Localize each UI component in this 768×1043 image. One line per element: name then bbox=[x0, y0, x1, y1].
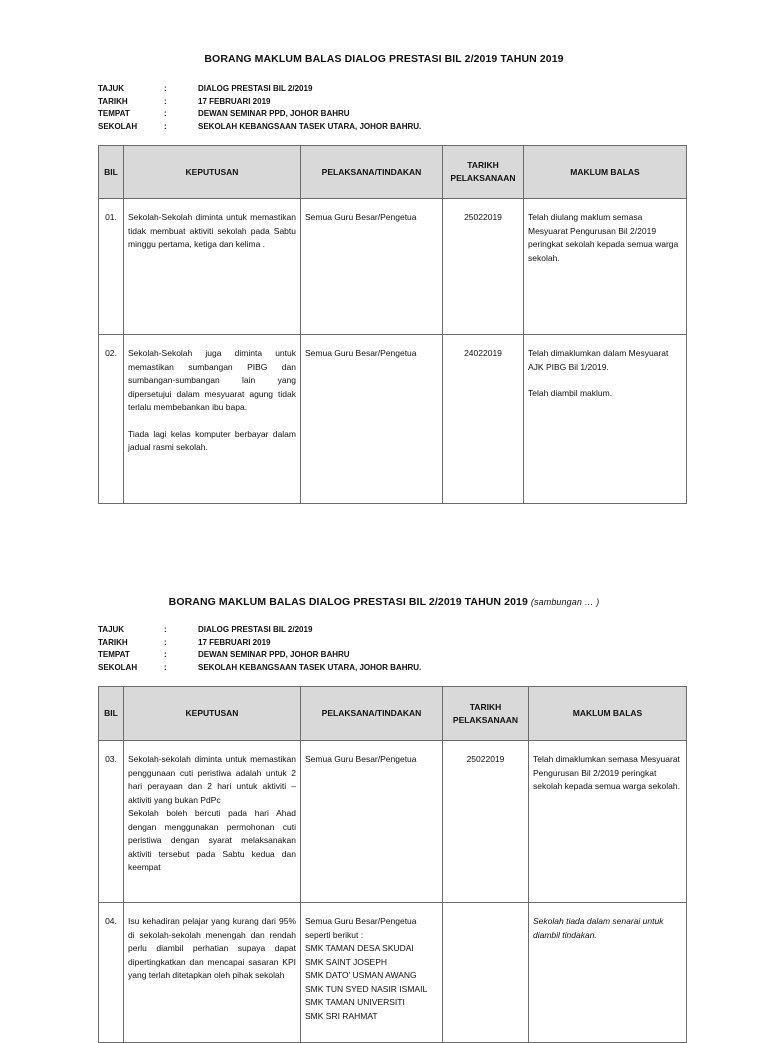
cell-pelaksana bbox=[301, 335, 443, 504]
cell-pelaksana bbox=[301, 199, 443, 335]
meta-row-tajuk bbox=[98, 625, 598, 638]
col-header-keputusan: KEPUTUSAN bbox=[124, 146, 301, 199]
meta-colon: : bbox=[164, 84, 167, 93]
meta-colon: : bbox=[164, 109, 167, 118]
table-row bbox=[99, 199, 687, 335]
cell-pelaksana bbox=[301, 903, 443, 1043]
cell-text: Sekolah-sekolah diminta untuk memastikan penggunaan cuti peristiwa adalah untuk 2 hari perayaan dan 2 hari untuk aktiviti – aktiviti yang bukan PdPc bbox=[128, 754, 296, 805]
table-header-row bbox=[99, 687, 687, 741]
spacer bbox=[528, 374, 682, 387]
cell-keputusan bbox=[124, 741, 301, 903]
cell-text: Telah diambil maklum. bbox=[528, 388, 613, 398]
meta-key: SEKOLAH bbox=[98, 121, 138, 131]
cell-text: Sekolah-Sekolah diminta untuk memastikan tidak membuat aktiviti sekolah pada Sabtu minggu pertama, ketiga dan kelima . bbox=[128, 212, 296, 249]
col-header-bil: BIL bbox=[99, 687, 124, 741]
cell-text: Telah diulang maklum semasa Mesyuarat Pengurusan Bil 2/2019 peringkat sekolah kepada semua warga sekolah. bbox=[528, 212, 679, 263]
cell-maklum bbox=[524, 199, 687, 335]
cell-maklum bbox=[524, 335, 687, 504]
school-list-item: SMK TAMAN DESA SKUDAI bbox=[305, 943, 414, 953]
table-row bbox=[99, 335, 687, 504]
meta-row-tajuk bbox=[98, 84, 598, 97]
form-title-1-text: BORANG MAKLUM BALAS DIALOG PRESTASI BIL 2/2019 TAHUN 2019 bbox=[204, 53, 564, 65]
meta-key: TARIKH bbox=[98, 637, 128, 647]
meta-colon: : bbox=[164, 96, 167, 106]
meta-row-tempat bbox=[98, 650, 598, 663]
cell-bil: 03. bbox=[99, 741, 124, 903]
col-header-tarikh: TARIKH PELAKSANAAN bbox=[443, 687, 529, 741]
cell-keputusan bbox=[124, 199, 301, 335]
cell-bil: 04. bbox=[99, 903, 124, 1043]
meta-row-sekolah bbox=[98, 122, 598, 135]
school-list-item: SMK DATO’ USMAN AWANG bbox=[305, 970, 417, 980]
meta-key: TEMPAT bbox=[98, 109, 130, 118]
col-header-tarikh: TARIKH PELAKSANAAN bbox=[443, 146, 524, 199]
school-list-item: SMK SAINT JOSEPH bbox=[305, 956, 388, 967]
continuation-note: (sambungan … ) bbox=[530, 597, 600, 607]
meta-value: SEKOLAH KEBANGSAAN TASEK UTARA, JOHOR BAHRU. bbox=[198, 662, 422, 672]
cell-text: Tiada lagi kelas komputer berbayar dalam jadual rasmi sekolah. bbox=[128, 428, 296, 452]
meta-value: DEWAN SEMINAR PPD, JOHOR BAHRU bbox=[198, 109, 350, 118]
cell-keputusan bbox=[124, 335, 301, 504]
cell-pelaksana bbox=[301, 741, 443, 903]
meta-colon: : bbox=[164, 650, 167, 659]
col-header-pelaksana: PELAKSANA/TINDAKAN bbox=[301, 146, 443, 199]
meta-colon: : bbox=[164, 637, 167, 647]
meta-row-sekolah bbox=[98, 663, 598, 676]
meta-colon: : bbox=[164, 121, 167, 131]
cell-text: Sekolah tiada dalam senarai untuk diambil tindakan. bbox=[533, 916, 664, 940]
meta-value: DIALOG PRESTASI BIL 2/2019 bbox=[198, 84, 313, 93]
meta-value: 17 FEBRUARI 2019 bbox=[198, 96, 271, 106]
meta-row-tarikh bbox=[98, 97, 598, 110]
meta-key: TARIKH bbox=[98, 96, 128, 106]
meta-value: SEKOLAH KEBANGSAAN TASEK UTARA, JOHOR BAHRU. bbox=[198, 121, 422, 131]
cell-text: Sekolah-Sekolah juga diminta untuk memastikan sumbangan PIBG dan sumbangan-sumbangan lain yang dipersetujui dalam mesyuarat agung tidak terlalu membebankan ibu bapa. bbox=[128, 348, 296, 412]
cell-tarikh: 25022019 bbox=[443, 199, 524, 335]
cell-keputusan bbox=[124, 903, 301, 1043]
cell-text: Telah dimaklumkan dalam Mesyuarat AJK PIBG Bil 1/2019. bbox=[528, 348, 669, 372]
meta-colon: : bbox=[164, 625, 167, 634]
feedback-table-1 bbox=[98, 145, 687, 504]
cell-bil: 01. bbox=[99, 199, 124, 335]
feedback-table-2 bbox=[98, 686, 687, 1043]
form-title-1 bbox=[0, 53, 768, 65]
meta-key: TAJUK bbox=[98, 84, 125, 93]
col-header-maklum: MAKLUM BALAS bbox=[529, 687, 687, 741]
cell-text: Semua Guru Besar/Pengetua bbox=[305, 754, 417, 764]
cell-maklum bbox=[529, 741, 687, 903]
meta-row-tarikh bbox=[98, 638, 598, 651]
meta-block-2 bbox=[98, 625, 598, 675]
cell-bil: 02. bbox=[99, 335, 124, 504]
col-header-pelaksana: PELAKSANA/TINDAKAN bbox=[301, 687, 443, 741]
cell-tarikh: 25022019 bbox=[443, 741, 529, 903]
meta-value: DEWAN SEMINAR PPD, JOHOR BAHRU bbox=[198, 650, 350, 659]
form-title-2 bbox=[0, 596, 768, 608]
table-row bbox=[99, 741, 687, 903]
table-header-row bbox=[99, 146, 687, 199]
school-list-item: SMK SRI RAHMAT bbox=[305, 1010, 378, 1021]
school-list-item: SMK TUN SYED NASIR ISMAIL bbox=[305, 983, 428, 994]
cell-text: Isu kehadiran pelajar yang kurang dari 95% di sekolah-sekolah menengah dan rendah perlu diambil perhatian supaya dapat dipertingkatkan dan mencapai sasaran KPI yang terlah ditetapkan oleh pihak sekolah bbox=[128, 916, 296, 980]
meta-value: DIALOG PRESTASI BIL 2/2019 bbox=[198, 625, 313, 634]
meta-colon: : bbox=[164, 662, 167, 672]
cell-tarikh bbox=[443, 903, 529, 1043]
col-header-bil: BIL bbox=[99, 146, 124, 199]
table-row bbox=[99, 903, 687, 1043]
meta-key: TAJUK bbox=[98, 625, 125, 634]
school-list-item: SMK TAMAN UNIVERSITI bbox=[305, 997, 405, 1007]
meta-row-tempat bbox=[98, 109, 598, 122]
cell-text: Telah dimaklumkan semasa Mesyuarat Pengurusan Bil 2/2019 peringkat sekolah kepada semua warga sekolah. bbox=[533, 754, 680, 791]
meta-key: TEMPAT bbox=[98, 650, 130, 659]
cell-text: Sekolah boleh bercuti pada hari Ahad dengan menggunakan permohonan cuti peristiwa dengan syarat melaksanakan aktiviti tersebut pada Sabtu kedua dan keempat bbox=[128, 808, 296, 872]
form-title-2-text: BORANG MAKLUM BALAS DIALOG PRESTASI BIL 2/2019 TAHUN 2019 bbox=[168, 596, 528, 608]
meta-block-1 bbox=[98, 84, 598, 134]
cell-text: Semua Guru Besar/Pengetua seperti berikut : bbox=[305, 916, 417, 940]
spacer bbox=[128, 415, 296, 428]
meta-value: 17 FEBRUARI 2019 bbox=[198, 637, 271, 647]
col-header-keputusan: KEPUTUSAN bbox=[124, 687, 301, 741]
cell-text: Semua Guru Besar/Pengetua bbox=[305, 212, 417, 222]
col-header-maklum: MAKLUM BALAS bbox=[524, 146, 687, 199]
meta-key: SEKOLAH bbox=[98, 662, 138, 672]
cell-maklum bbox=[529, 903, 687, 1043]
cell-tarikh: 24022019 bbox=[443, 335, 524, 504]
cell-text: Semua Guru Besar/Pengetua bbox=[305, 348, 417, 358]
